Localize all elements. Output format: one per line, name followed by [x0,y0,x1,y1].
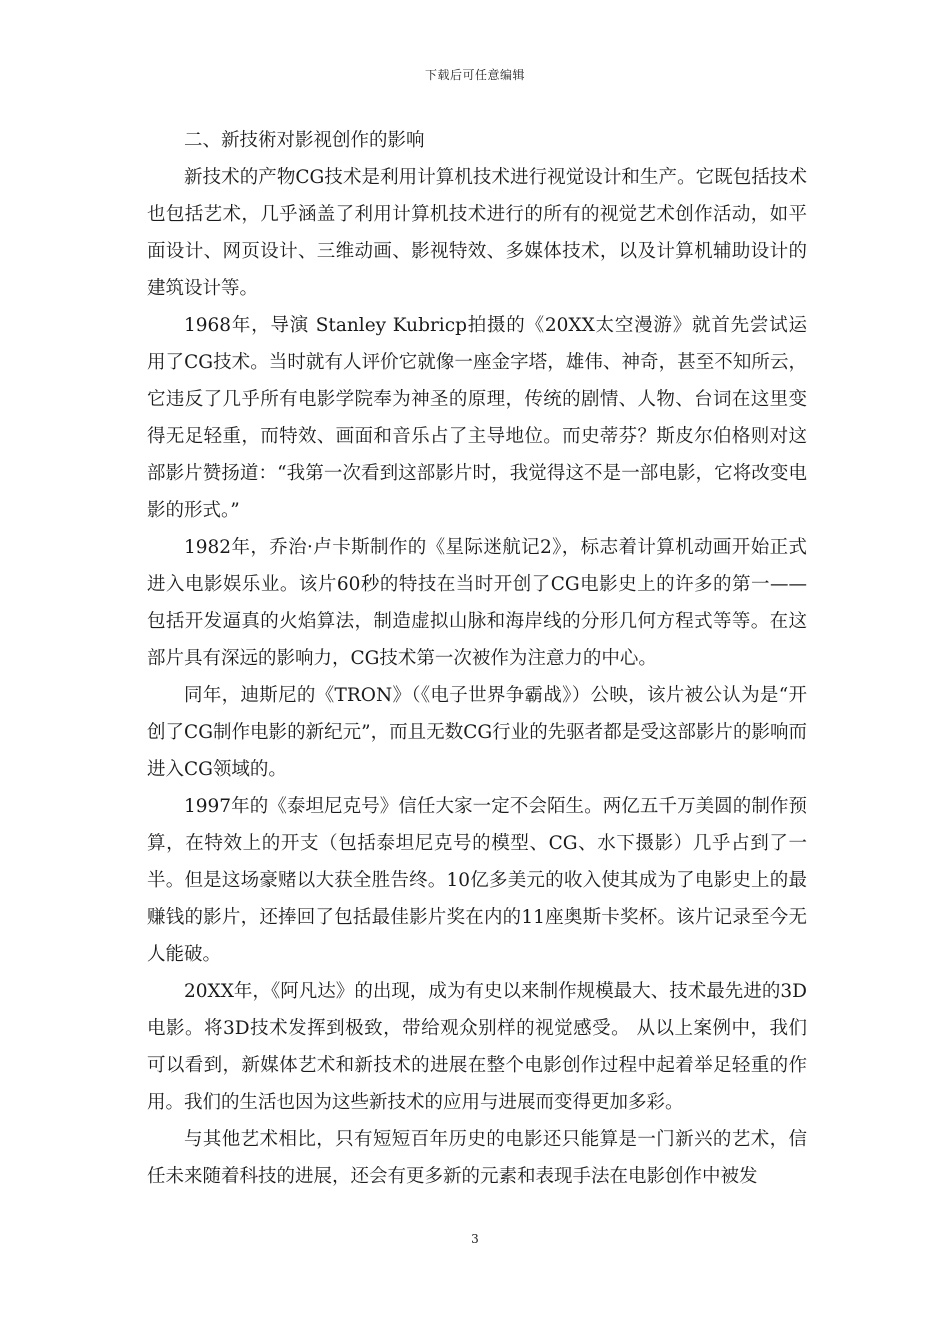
section-heading: 二、新技術对影视创作的影响 [184,130,425,151]
paragraph-cg-definition: 新技术的产物CG技术是利用计算机技术进行视觉设计和生产。它既包括技术也包括艺术，几乎涵盖了利用计算机技术进行的所有的视觉艺术创作活动，如平面设计、网页设计、三维动画、影视特效、多媒体技术，以及计算机辅助设计的建筑设计等。 [147,167,807,299]
paragraph-1982-star-trek: 1982年，乔治·卢卡斯制作的《星际迷航记2》，标志着计算机动画开始正式进入电影娱乐业。该片60秒的特技在当时开创了CG电影史上的许多的第一——包括开发逼真的火焰算法，制造虚拟山脉和海岸线的分形几何方程式等等。在这部片具有深远的影响力，CG技术第一次被作为注意力的中心。 [147,537,807,669]
paragraph-future: 与其他艺术相比，只有短短百年历史的电影还只能算是一门新兴的艺术，信任未来随着科技的进展，还会有更多新的元素和表现手法在电影创作中被发 [147,1129,807,1187]
page-header: 下载后可任意编辑 [424,68,525,82]
paragraph-tron: 同年，迪斯尼的《TRON》（《电子世界争霸战》）公映，该片被公认为是“开创了CG制作电影的新纪元”，而且无数CG行业的先驱者都是受这部影片的影响而进入CG领域的。 [147,685,807,780]
paragraph-avatar: 20XX年，《阿凡达》的出现，成为有史以来制作规模最大、技术最先进的3D电影。将3D技术发挥到极致，带给观众别样的视觉感受。 从以上案例中，我们可以看到，新媒体艺术和新技术的进展在整个电影创作过程中起着举足轻重的作用。我们的生活也因为这些新技术的应用与进展而变得更加多彩。 [147,981,807,1113]
document-body [147,122,807,1195]
paragraph-1997-titanic: 1997年的《泰坦尼克号》信任大家一定不会陌生。两亿五千万美圆的制作预算，在特效上的开支（包括泰坦尼克号的模型、CG、水下摄影）几乎占到了一半。但是这场豪赌以大获全胜告终。10亿多美元的收入使其成为了电影史上的最赚钱的影片，还捧回了包括最佳影片奖在内的11座奥斯卡奖杯。该片记录至今无人能破。 [147,796,807,965]
paragraph-1968-space-odyssey: 1968年，导演 Stanley Kubricp拍摄的《20XX太空漫游》就首先尝试运用了CG技术。当时就有人评价它就像一座金字塔，雄伟、神奇，甚至不知所云，它违反了几乎所有电影学院奉为神圣的原理，传统的剧情、人物、台词在这里变得无足轻重，而特效、画面和音乐占了主导地位。而史蒂芬？斯皮尔伯格则对这部影片赞扬道：“我第一次看到这部影片时，我觉得这不是一部电影，它将改变电影的形式。” [147,315,807,521]
page-number: 3 [471,1232,479,1246]
